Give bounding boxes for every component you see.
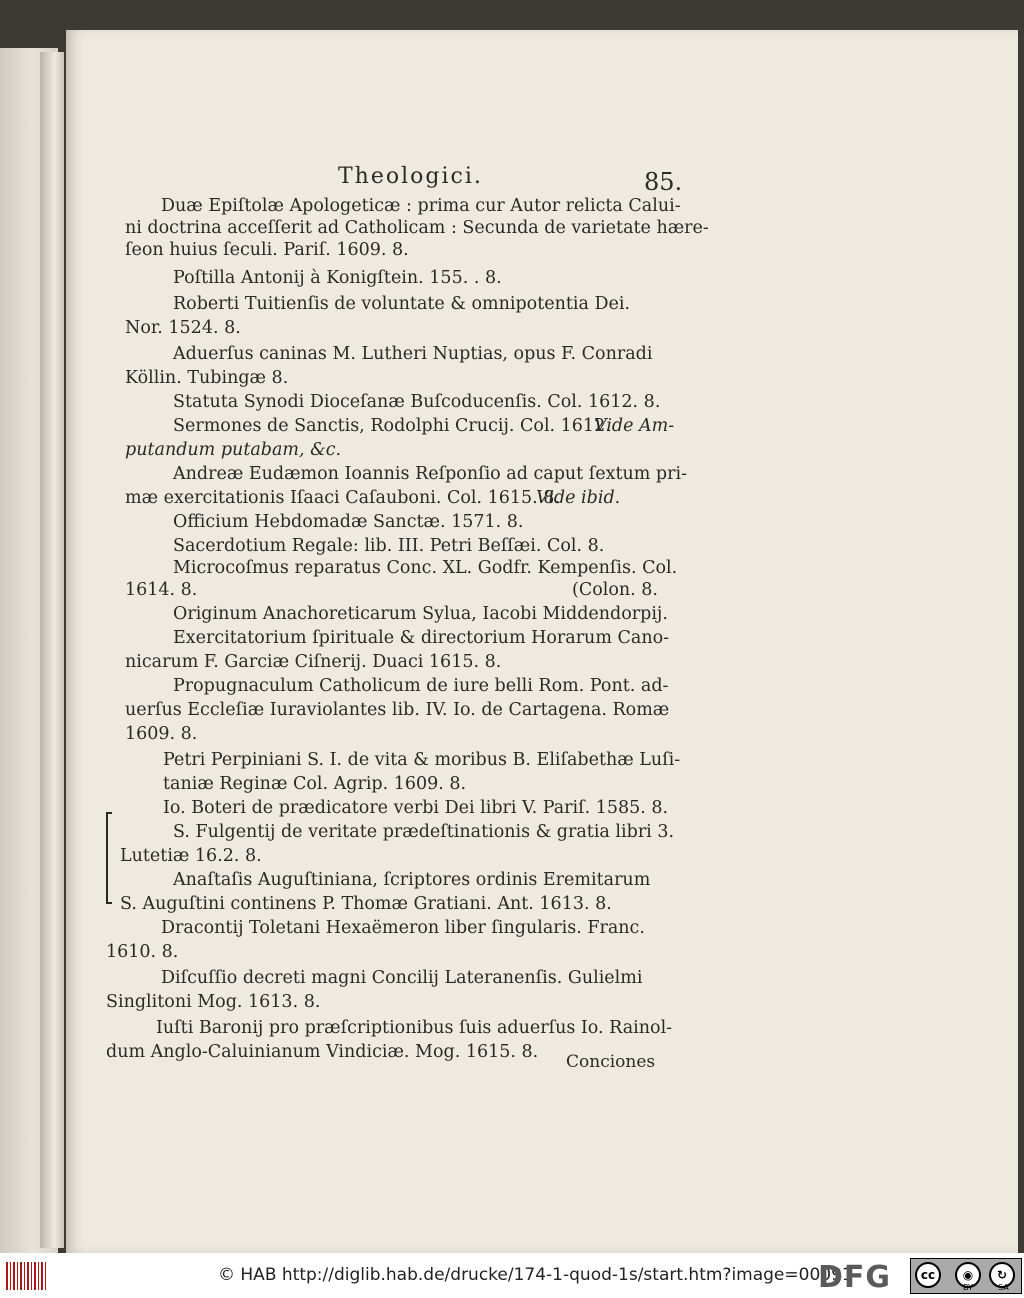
text-line: Sermones de Sanctis, Rodolphi Crucij. Col. 1612. — [173, 416, 611, 436]
text-line: Poſtilla Antonij à Konigſtein. 155. . 8. — [173, 268, 502, 288]
sa-label: SA — [998, 1283, 1009, 1292]
scanned-page — [66, 30, 1018, 1253]
text-line: Propugnaculum Catholicum de iure belli Rom. Pont. ad- — [173, 676, 669, 696]
text-line: Singlitoni Mog. 1613. 8. — [106, 992, 321, 1012]
cross-reference: putandum putabam, &c. — [125, 440, 342, 460]
text-line: ſeon huius ſeculi. Pariſ. 1609. 8. — [125, 240, 409, 260]
catchword: Conciones — [566, 1052, 656, 1072]
running-head: Theologici. — [338, 164, 483, 189]
text-line: mæ exercitationis Iſaaci Caſauboni. Col. 1615. 8. — [125, 488, 560, 508]
cc-license-badge[interactable] — [910, 1258, 1022, 1294]
cross-reference: Vide ibid. — [536, 488, 621, 508]
text-line: Andreæ Eudæmon Ioannis Reſponſio ad caput ſextum pri- — [173, 464, 688, 484]
text-line: S. Auguſtini continens P. Thomæ Gratiani. Ant. 1613. 8. — [120, 894, 612, 914]
text-line: 1614. 8. — [125, 580, 198, 600]
text-line: Exercitatorium ſpirituale & directorium Horarum Cano- — [173, 628, 670, 648]
text-line: Dracontij Toletani Hexaëmeron liber ſingularis. Franc. — [161, 918, 645, 938]
text-line: Köllin. Tubingæ 8. — [125, 368, 289, 388]
text-line: taniæ Reginæ Col. Agrip. 1609. 8. — [163, 774, 467, 794]
text-line: Officium Hebdomadæ Sanctæ. 1571. 8. — [173, 512, 524, 532]
hab-barcode-logo — [6, 1262, 48, 1290]
text-line: Nor. 1524. 8. — [125, 318, 241, 338]
text-line: Io. Boteri de prædicatore verbi Dei libri V. Pariſ. 1585. 8. — [163, 798, 669, 818]
page-number: 85. — [644, 168, 683, 196]
text-line: Microcoſmus reparatus Conc. XL. Godfr. Kempenſis. Col. — [173, 558, 678, 578]
text-line: Diſcuſſio decreti magni Concilij Lateranenſis. Gulielmi — [161, 968, 643, 988]
citation-link[interactable]: © HAB http://diglib.hab.de/drucke/174-1-quod-1s/start.htm?image=00091 — [218, 1265, 853, 1285]
text-line: Statuta Synodi Dioceſanæ Buſcoducenſis. Col. 1612. 8. — [173, 392, 661, 412]
text-line: ni doctrina acceſſerit ad Catholicam : Secunda de varietate hære- — [125, 218, 709, 238]
text-line: dum Anglo-Caluinianum Vindiciæ. Mog. 1615. 8. — [106, 1042, 539, 1062]
text-line: uerſus Eccleſiæ Iuraviolantes lib. IV. Io. de Cartagena. Romæ — [125, 700, 670, 720]
text-line: Duæ Epiſtolæ Apologeticæ : prima cur Autor relicta Calui- — [161, 196, 681, 216]
margin-bracket — [106, 812, 118, 904]
text-line: Roberti Tuitienſis de voluntate & omnipotentia Dei. — [173, 294, 631, 314]
text-line: Anaſtaſis Auguſtiniana, ſcriptores ordinis Eremitarum — [173, 870, 651, 890]
text-line: 1610. 8. — [106, 942, 179, 962]
attribution-icon: ◉ — [955, 1262, 981, 1288]
share-alike-icon: ↻ — [989, 1262, 1015, 1288]
text-line: Lutetiæ 16.2. 8. — [120, 846, 262, 866]
cc-icon: cc — [915, 1262, 941, 1288]
text-line: Iuſti Baronij pro præſcriptionibus ſuis aduerſus Io. Rainol- — [156, 1018, 673, 1038]
text-line: Aduerſus caninas M. Lutheri Nuptias, opus F. Conradi — [173, 344, 653, 364]
dfg-logo[interactable]: DFG — [818, 1260, 892, 1295]
text-line: Sacerdotium Regale: lib. III. Petri Beſſæi. Col. 8. — [173, 536, 605, 556]
by-label: BY — [963, 1283, 973, 1292]
page-stack-edge — [40, 52, 64, 1248]
text-line: (Colon. 8. — [572, 580, 658, 600]
text-line: 1609. 8. — [125, 724, 198, 744]
cross-reference: Vide Am- — [594, 416, 675, 436]
text-line: nicarum F. Garciæ Ciſnerij. Duaci 1615. 8. — [125, 652, 502, 672]
text-line: Originum Anachoreticarum Sylua, Iacobi Middendorpij. — [173, 604, 668, 624]
text-line: Petri Perpiniani S. I. de vita & moribus B. Eliſabethæ Luſi- — [163, 750, 681, 770]
text-line: S. Fulgentij de veritate prædeſtinationis & gratia libri 3. — [173, 822, 675, 842]
